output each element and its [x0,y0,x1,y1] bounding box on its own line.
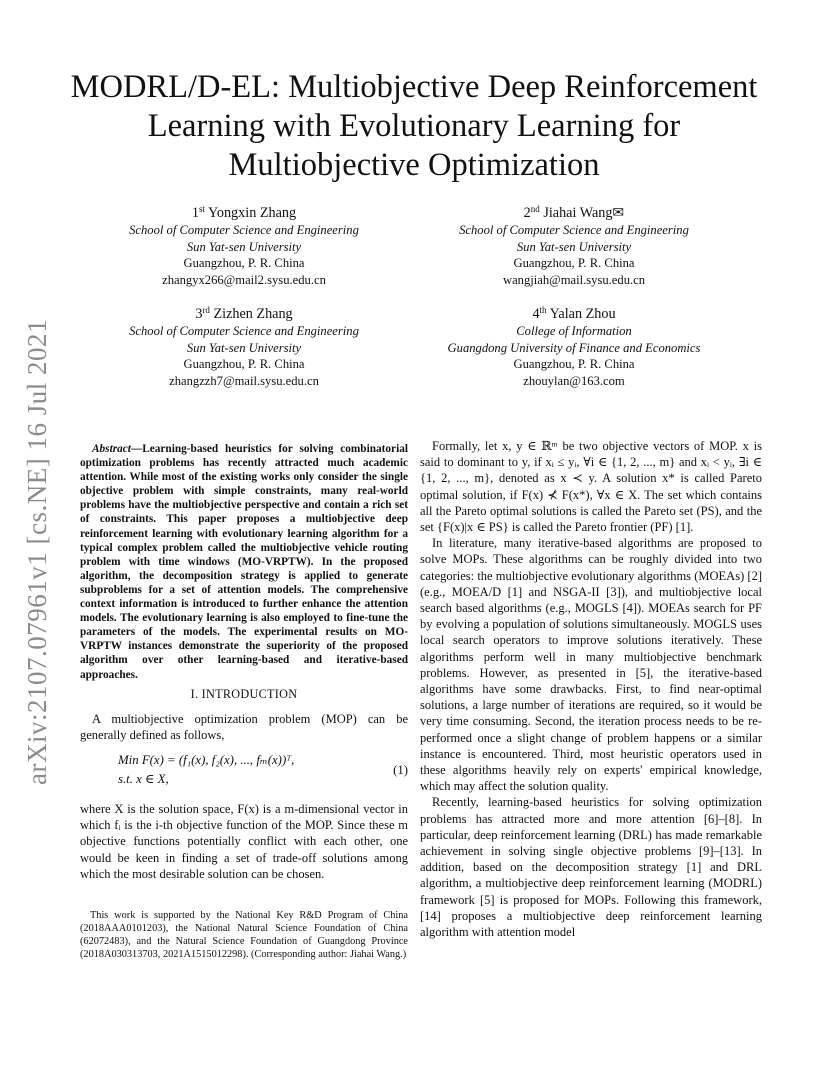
footnote: This work is supported by the National Key R&D Program of China (2018AAA0101203), the National Natural Science Foundation of China (62072483), and the Natural Science Foundation of Guangdong Province (2018A030313703, 2021A1515012298). (Corresponding author: Jiahai Wang.) [80,910,408,960]
author-name: 2nd Jiahai Wang✉ [523,204,625,221]
abstract [80,442,408,682]
author-email: zhouylan@163.com [523,373,625,388]
author-block-4 [424,301,724,389]
author-email: zhangzzh7@mail.sysu.edu.cn [169,373,319,388]
author-name: 3rd Zizhen Zhang [195,305,293,322]
paragraph: In literature, many iterative-based algorithms are proposed to solve MOPs. These algorithms can be roughly divided into two categories: the multiobjective evolutionary algorithms (MOEAs) [2] (e.g., MOEA/D [1] and NSGA-II [3]), and multiobjective local search based algorithms (e.g., MOGLS [4]). MOEAs search for PF by evolving a population of solutions simultaneously. MOGLS uses local search operators to improve solutions iteratively. These algorithms perform well in many multiobjective benchmark problems. However, as presented in [5], the iterative-based algorithms have some drawbacks. First, to find near-optimal solutions, a large number of iterations are required, so it would be very time consuming. Second, the iteration process needs to be re-performed once a slight change of problem happens or a similar instance is encountered. Third, most heuristic operators used in these algorithms heavily rely on experts' empirical knowledge, which may affect the solution quality. [420,536,762,794]
author-affiliation: Sun Yat-sen University [516,239,632,254]
paper-title: MODRL/D-EL: Multiobjective Deep Reinforcement Learning with Evolutionary Learning for Multiobjective Optimization [70,69,758,183]
author-name: 1st Yongxin Zhang [191,204,297,221]
author-location: Guangzhou, P. R. China [183,256,305,271]
equation-1 [80,753,408,793]
author-name: 4th Yalan Zhou [532,305,616,322]
equation-line: s.t. x ∈ X, [118,772,169,786]
intro-paragraph-2: where X is the solution space, F(x) is a m-dimensional vector in which fᵢ is the i-th objective function of the MOP. Since these m objective functions potentially conflict with each other, one would be keen in finding a set of trade-off solutions among which the most desirable solution can be chosen. [80,802,408,881]
author-block-3 [94,301,394,389]
author-location: Guangzhou, P. R. China [513,256,635,271]
author-location: Guangzhou, P. R. China [183,357,305,372]
abstract-label: Abstract [92,443,131,455]
author-affiliation: School of Computer Science and Engineering [129,223,359,237]
author-affiliation: College of Information [516,324,632,338]
author-affiliation: Guangdong University of Finance and Economics [447,340,701,355]
right-column [420,438,762,940]
author-email: wangjiah@mail.sysu.edu.cn [502,272,646,287]
intro-paragraph-1: A multiobjective optimization problem (MOP) can be generally defined as follows, [80,712,408,743]
author-location: Guangzhou, P. R. China [513,357,635,372]
author-block-1 [94,200,394,288]
abstract-text: —Learning-based heuristics for solving combinatorial optimization problems has recently attracted much academic attention. While most of the existing works only consider the single objective problem with simple constraints, many real-world problems have the multiobjective perspective and contain a rich set of constraints. This paper proposes a multiobjective deep reinforcement learning with evolutionary learning algorithm for a typical complex problem called the multiobjective vehicle routing problem with time windows (MO-VRPTW). In the proposed algorithm, the decomposition strategy is applied to generate subproblems for a set of attention models. The comprehensive context information is introduced to further enhance the attention models. The evolutionary learning is also employed to fine-tune the parameters of the models. The experimental results on MO-VRPTW instances demonstrate the superiority of the proposed algorithm over other learning-based and iterative-based approaches. [80,443,408,681]
equation-number: (1) [393,763,408,777]
author-block-2 [424,200,724,288]
paper-page: arXiv:2107.07961v1 [cs.NE] 16 Jul 2021 MODRL/D-EL: Multiobjective Deep Reinforcement Learning with Evolutionary Learning for Multiobjective Optimization 1st Yongxin Zhang School of Computer Science and Engineering Sun Yat-sen University Guangzhou, P. R. China zhangyx266@mail2.sysu.edu.cn 2nd Jiahai Wang✉ School of Computer Science and Engineering Sun Yat-sen University Guangzhou, P. R. China wangjiah@mail.sysu.edu.cn 3rd Zizhen Zhang School of Computer Science and Engineering Sun Yat-sen University Guangzhou, P. R. China zhangzzh7@mail.sysu.edu.cn 4th Yalan Zhou College of Information Guangdong University of Finance and Economics Guangzhou, P. R. China zhouylan@163.com Abstract—Learning-based heuristics for solving combinatorial optimization problems has recently attracted much academic attention. While most of the existing works only consider the single objective problem with simple constraints, many real-world problems have the multiobjective perspective and contain a rich set of constraints. This paper proposes a multiobjective deep reinforcement learning with evolutionary learning algorithm for a typical complex problem called the multiobjective vehicle routing problem with time windows (MO-VRPTW). In the proposed algorithm, the decomposition strategy is applied to generate subproblems for a set of attention models. The comprehensive context information is introduced to further enhance the attention models. The evolutionary learning is also employed to fine-tune the parameters of the models. The experimental results on MO-VRPTW instances demonstrate the superiority of the proposed algorithm over other learning-based and iterative-based approaches. I. INTRODUCTION A multiobjective optimization problem (MOP) can be generally defined as follows, Min F(x) = (f₁(x), f₂(x), ..., fₘ(x))ᵀ, s.t. x ∈ X, (1) where X is the solution space, F(x) is a m-dimensional vector in which fᵢ is the i-th objective function of the MOP. Since these m objective functions potentially conflict with each other, one would be keen in finding a set of trade-off solutions among which the most desirable solution can be chosen. This work is supported by the National Key R&D Program of China (2018AAA0101203), the National Natural Science Foundation of China (62072483), and the Natural Science Foundation of Guangdong Province (2018A030313703, 2021A1515012298). (Corresponding author: Jiahai Wang.) Formally, let x, y ∈ ℝᵐ be two objective vectors of MOP. x is said to dominant to y, if xᵢ ≤ yᵢ, ∀i ∈ {1, 2, ..., m} and xᵢ < yᵢ, ∃i ∈ {1, 2, ..., m}, denoted as x ≺ y. A solution x* is called Pareto optimal solution, if F(x) ⊀ F(x*), ∀x ∈ X. The set which contains all the Pareto optimal solutions is called the Pareto set (PS), and the set {F(x)|x ∈ PS} is called the Pareto frontier (PF) [1]. In literature, many iterative-based algorithms are proposed to solve MOPs. These algorithms can be roughly divided into two categories: the multiobjective evolutionary algorithms (MOEAs) [2] (e.g., MOEA/D [1] and NSGA-II [3]), and multiobjective local search based algorithms (e.g., MOGLS [4]). MOEAs search for PF by evolving a population of solutions simultaneously. MOGLS uses local search operators to improve solutions iteratively. These algorithms perform well in many multiobjective benchmark problems. However, as presented in [5], the iterative-based algorithms have some drawbacks. First, to find near-optimal solutions, a large number of iterations are required, so it would be very time consuming. Second, the iteration process needs to be re-performed once a slight change of problem happens or a similar instance is encountered. Third, most heuristic operators used in these algorithms heavily rely on experts' empirical knowledge, which may affect the solution quality. Recently, learning-based heuristics for solving optimization problems has attracted more and more attention [6]–[8]. In particular, deep reinforcement learning (DRL) has made remarkable achievement in solving single objective problems [9]–[13]. In addition, based on the decomposition strategy [1] and DRL algorithm, a multiobjective deep reinforcement learning (MODRL) framework [5] is proposed for MOPs. Following this framework, [14] proposes a multiobjective deep reinforcement learning algorithm with attention model [0,0,828,1072]
author-affiliation: School of Computer Science and Engineering [459,223,689,237]
equation-line: Min F(x) = (f₁(x), f₂(x), ..., fₘ(x))ᵀ, [118,753,295,767]
section-heading: I. INTRODUCTION [190,687,298,701]
author-email: zhangyx266@mail2.sysu.edu.cn [162,272,326,287]
author-affiliation: School of Computer Science and Engineering [129,324,359,338]
author-affiliation: Sun Yat-sen University [186,340,302,355]
paragraph: Formally, let x, y ∈ ℝᵐ be two objective vectors of MOP. x is said to dominant to y, if xᵢ ≤ yᵢ, ∀i ∈ {1, 2, ..., m} and xᵢ < yᵢ, ∃i ∈ {1, 2, ..., m}, denoted as x ≺ y. A solution x* is called Pareto optimal solution, if F(x) ⊀ F(x*), ∀x ∈ X. The set which contains all the Pareto optimal solutions is called the Pareto set (PS), and the set {F(x)|x ∈ PS} is called the Pareto frontier (PF) [1]. [420,439,762,535]
paragraph: Recently, learning-based heuristics for solving optimization problems has attracted more and more attention [6]–[8]. In particular, deep reinforcement learning (DRL) has made remarkable achievement in solving single objective problems [9]–[13]. In addition, based on the decomposition strategy [1] and DRL algorithm, a multiobjective deep reinforcement learning (MODRL) framework [5] is proposed for MOPs. Following this framework, [14] proposes a multiobjective deep reinforcement learning algorithm with attention model [420,795,762,940]
author-affiliation: Sun Yat-sen University [186,239,302,254]
